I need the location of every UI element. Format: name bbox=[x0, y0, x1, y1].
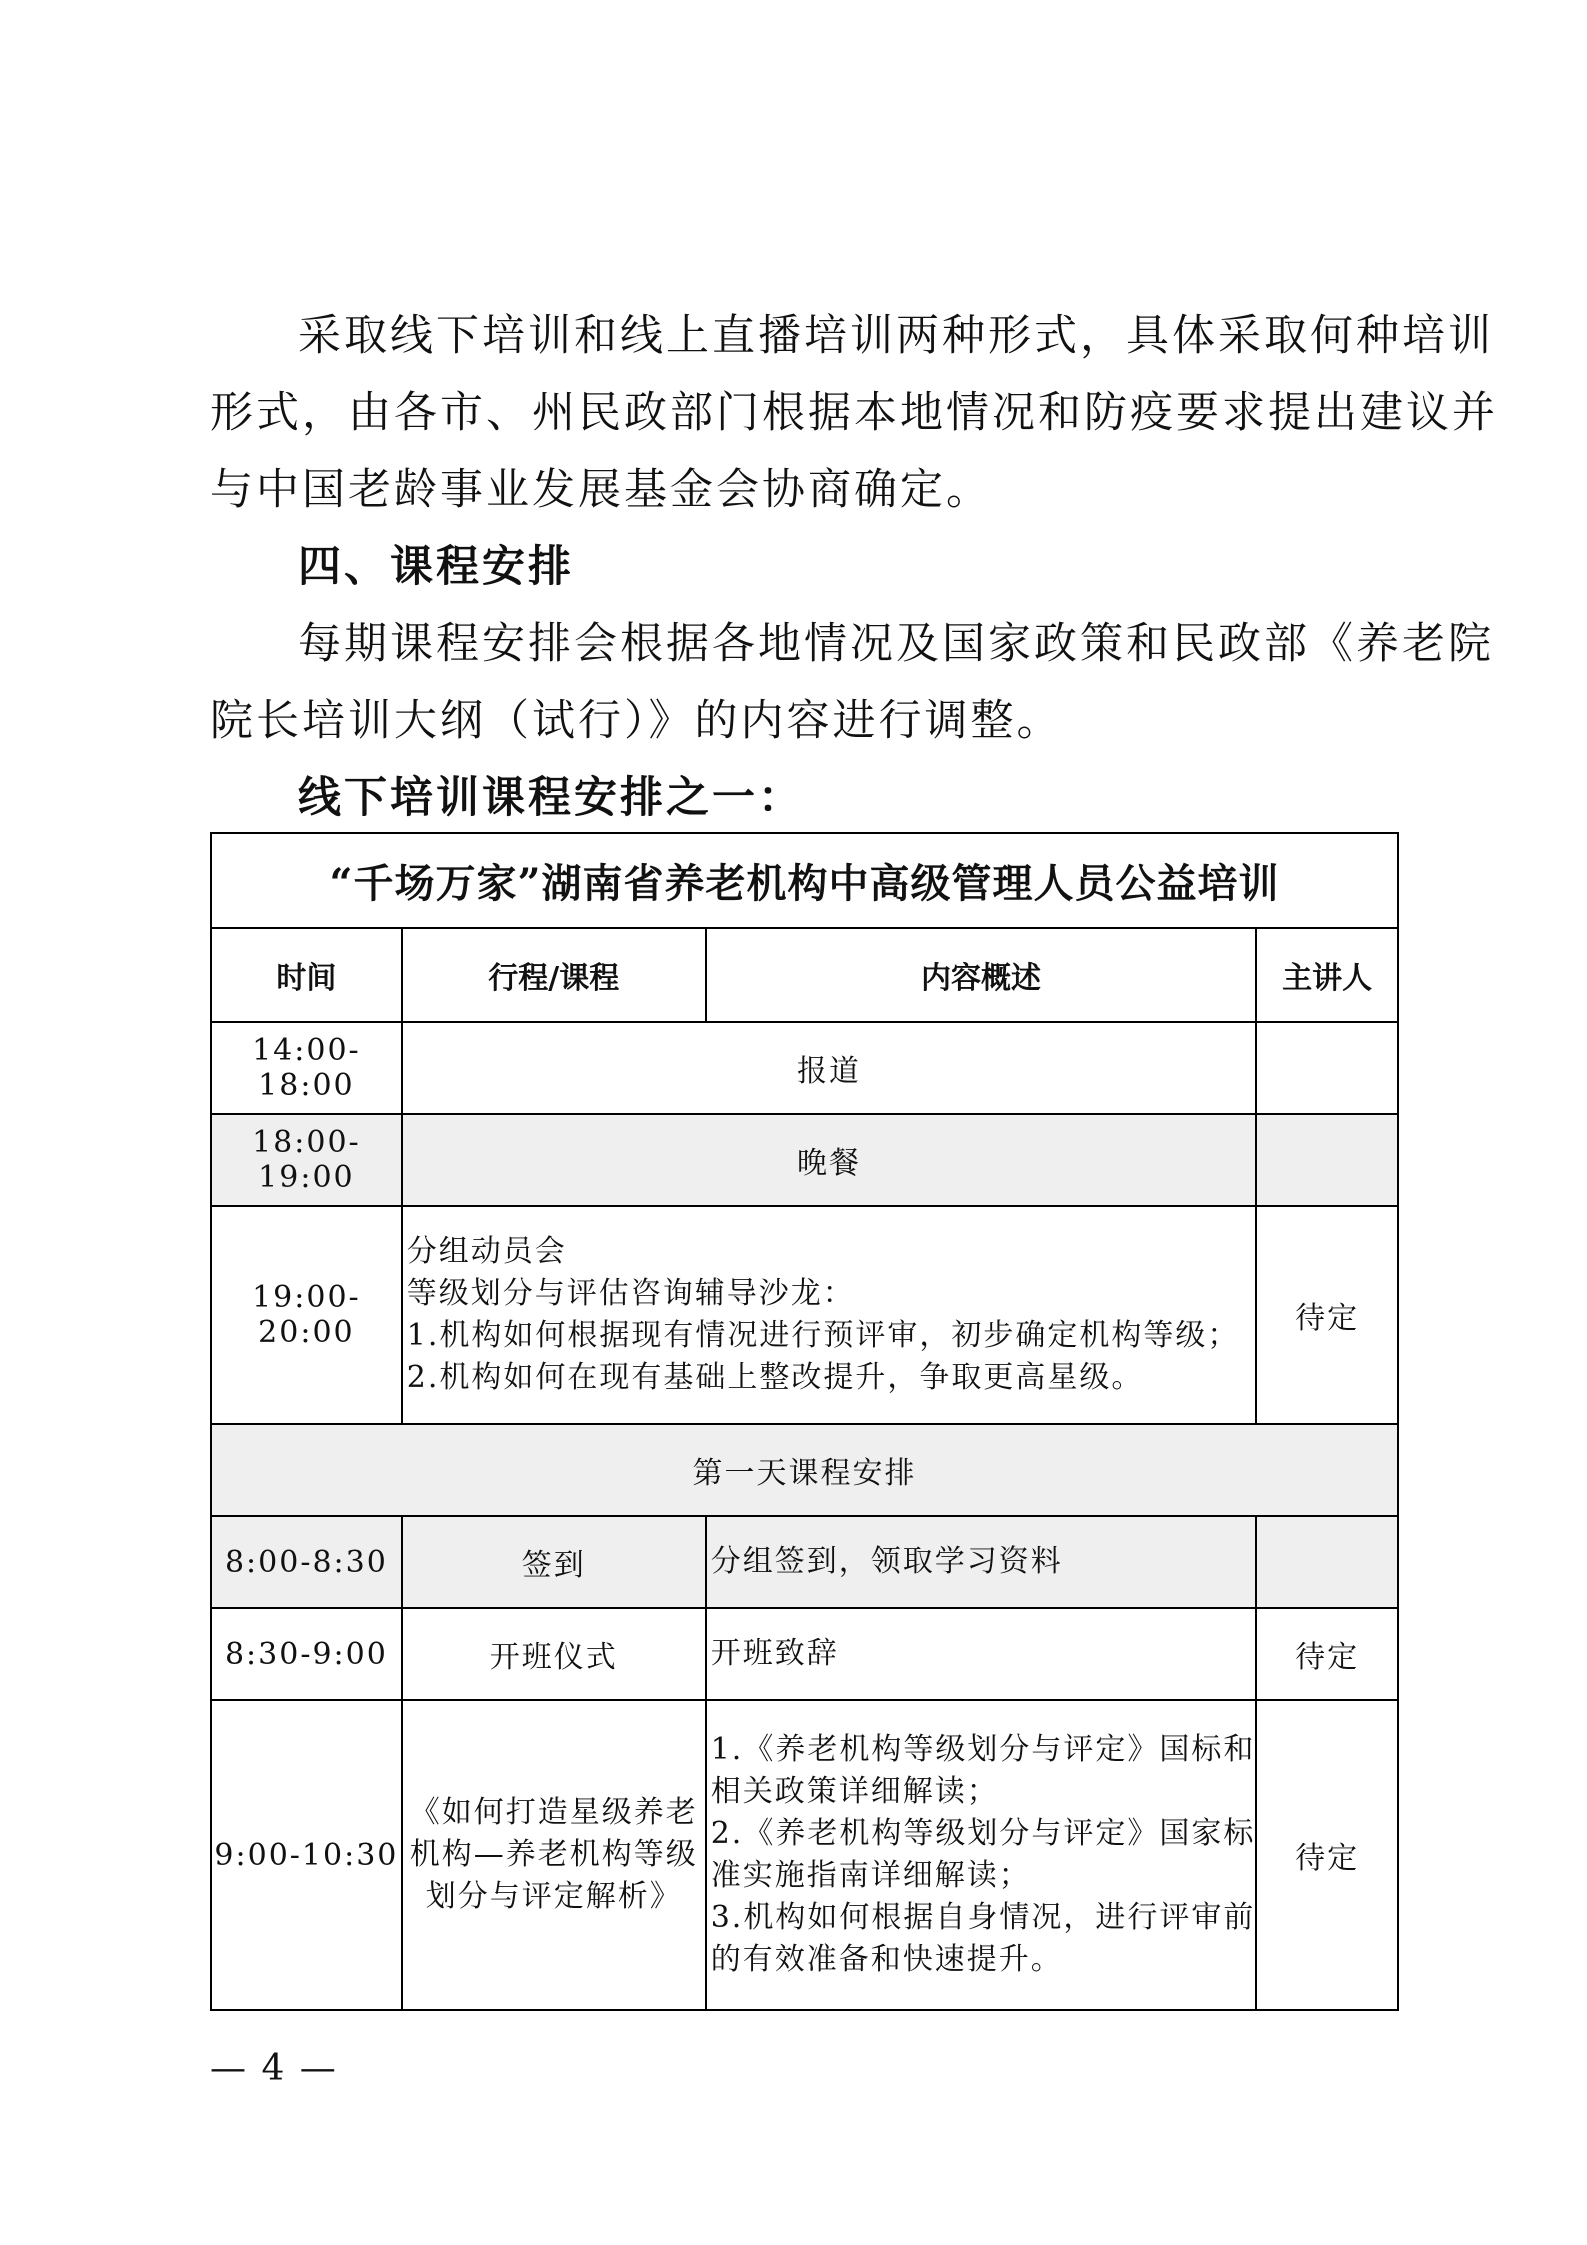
header-time: 时间 bbox=[211, 928, 402, 1022]
row-time: 8:30-9:00 bbox=[211, 1608, 402, 1700]
row-speaker bbox=[1256, 1516, 1398, 1608]
course-line: 划分与评定解析》 bbox=[425, 1879, 682, 1914]
adjust-line-2: 院长培训大纲（试行）》的内容进行调整。 bbox=[210, 696, 1063, 746]
content-line: 等级划分与评估咨询辅导沙龙： bbox=[406, 1276, 855, 1311]
row-speaker bbox=[1256, 1114, 1398, 1206]
content-line: 1.机构如何根据现有情况进行预评审，初步确定机构等级； bbox=[406, 1318, 1240, 1353]
row-content: 报道 bbox=[402, 1022, 1257, 1114]
table-row bbox=[211, 1516, 1398, 1608]
row-speaker: 待定 bbox=[1256, 1700, 1398, 2010]
table-row bbox=[211, 1114, 1398, 1206]
table-row bbox=[211, 1206, 1398, 1424]
header-content: 内容概述 bbox=[706, 928, 1257, 1022]
row-content bbox=[402, 1206, 1257, 1424]
intro-line-3: 与中国老龄事业发展基金会协商确定。 bbox=[210, 465, 992, 515]
content-line: 3.机构如何根据自身情况，进行评审前 bbox=[710, 1900, 1256, 1935]
day-heading-row bbox=[211, 1424, 1398, 1516]
row-time: 19:00-20:00 bbox=[211, 1206, 402, 1424]
course-line: 《如何打造星级养老 bbox=[409, 1795, 698, 1830]
row-time: 14:00-18:00 bbox=[211, 1022, 402, 1114]
row-course bbox=[402, 1700, 706, 2010]
content-line: 相关政策详细解读； bbox=[710, 1774, 999, 1809]
page-number: — 4 — bbox=[210, 2048, 338, 2089]
row-course: 签到 bbox=[402, 1516, 706, 1608]
content-line: 分组动员会 bbox=[406, 1234, 567, 1269]
adjust-line-1: 每期课程安排会根据各地情况及国家政策和民政部《养老院 bbox=[298, 619, 1494, 669]
row-speaker: 待定 bbox=[1256, 1206, 1398, 1424]
row-content: 分组签到，领取学习资料 bbox=[706, 1516, 1257, 1608]
row-content: 开班致辞 bbox=[706, 1608, 1257, 1700]
table-title: “千场万家”湖南省养老机构中高级管理人员公益培训 bbox=[211, 833, 1398, 928]
intro-line-2: 形式，由各市、州民政部门根据本地情况和防疫要求提出建议并 bbox=[210, 388, 1498, 438]
content-line: 2.机构如何在现有基础上整改提升，争取更高星级。 bbox=[406, 1360, 1144, 1395]
table-row bbox=[211, 1022, 1398, 1114]
content-line: 2.《养老机构等级划分与评定》国家标 bbox=[710, 1816, 1256, 1851]
section-heading: 四、课程安排 bbox=[298, 542, 574, 592]
row-time: 9:00-10:30 bbox=[211, 1700, 402, 2010]
row-course: 开班仪式 bbox=[402, 1608, 706, 1700]
row-time: 18:00-19:00 bbox=[211, 1114, 402, 1206]
schedule-table bbox=[210, 832, 1399, 2011]
row-content bbox=[706, 1700, 1257, 2010]
content-line: 的有效准备和快速提升。 bbox=[710, 1942, 1063, 1977]
content-line: 准实施指南详细解读； bbox=[710, 1858, 1031, 1893]
course-line: 机构—养老机构等级 bbox=[409, 1837, 698, 1872]
header-speaker: 主讲人 bbox=[1256, 928, 1398, 1022]
row-speaker: 待定 bbox=[1256, 1608, 1398, 1700]
intro-line-1: 采取线下培训和线上直播培训两种形式，具体采取何种培训 bbox=[298, 311, 1494, 361]
table-caption: 线下培训课程安排之一： bbox=[298, 773, 804, 823]
table-row bbox=[211, 1608, 1398, 1700]
row-content: 晚餐 bbox=[402, 1114, 1257, 1206]
header-course: 行程/课程 bbox=[402, 928, 706, 1022]
row-time: 8:00-8:30 bbox=[211, 1516, 402, 1608]
table-row bbox=[211, 1700, 1398, 2010]
day1-heading: 第一天课程安排 bbox=[211, 1424, 1398, 1516]
content-line: 1.《养老机构等级划分与评定》国标和 bbox=[710, 1732, 1256, 1767]
row-speaker bbox=[1256, 1022, 1398, 1114]
